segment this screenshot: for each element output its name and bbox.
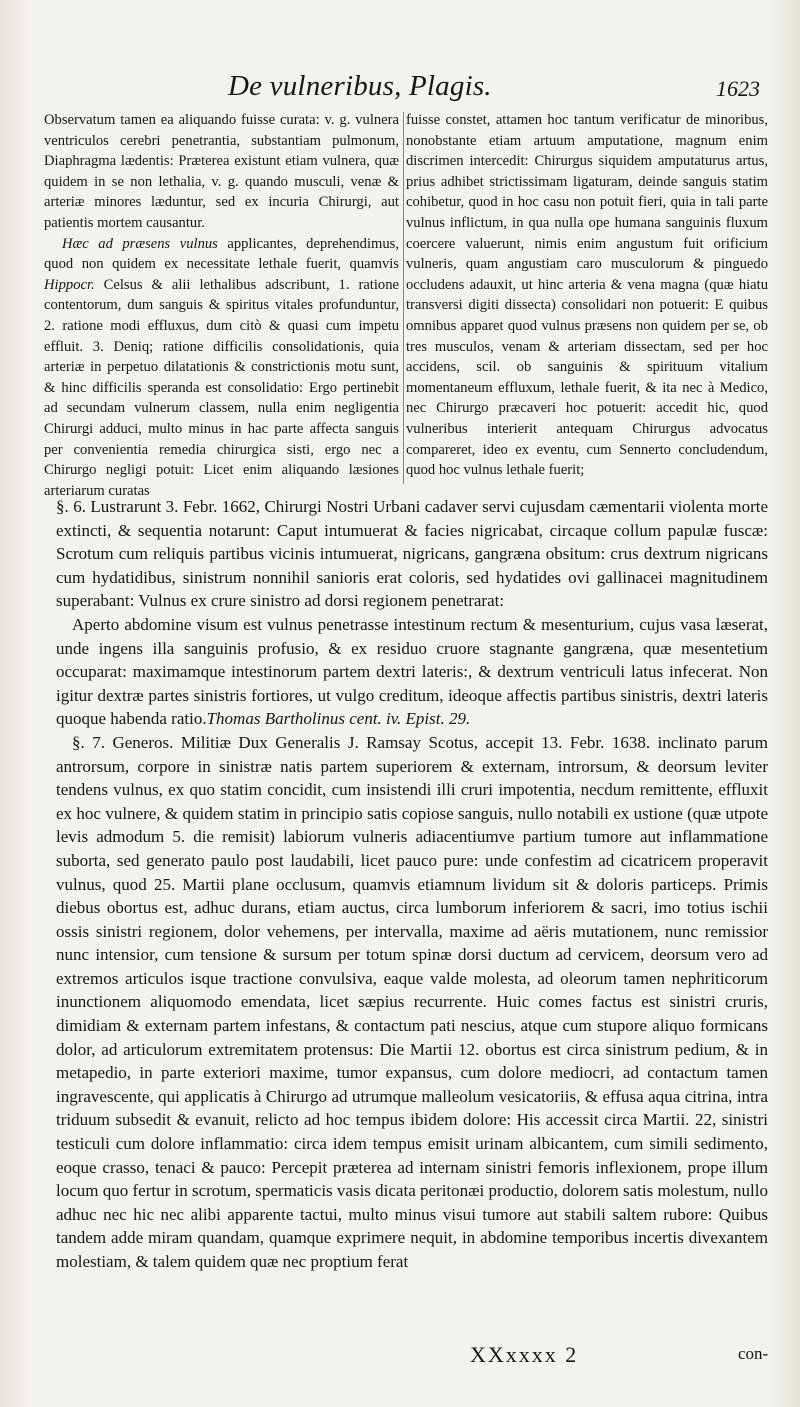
page-header — [0, 70, 800, 110]
section-6: §. 6. Lustrarunt 3. Febr. 1662, Chirurgi Nostri Urbani cadaver servi cujusdam cæmentarii violenta morte extincti, & sequentia notarunt: Caput intumuerat & facies nigricabat, circaque collum papulæ fuscæ: Scrotum cum reliquis partibus vicinis intumuerat, nigricans, gangræna obsitum: crus dextrum nigricans cum hydatidibus, sinistrum nonnihil sanioris erat coloris, sed hydatides ovi gallinacei magnitudinem superabant: Vulnus ex crure sinistro ad dorsi regionem penetrarat: — [56, 497, 768, 611]
paragraph-text: Celsus & alii lethalibus adscribunt, 1. ratione contentorum, dum sanguis & spiritus vitales profunduntur, 2. ratione modi effluxus, dum citò & quasi cum impetu effluit. 3. Deniq; ratione difficilis consolidationis, quia arteriæ in perpetuo dilatationis & constrictionis motu sunt, & hinc difficilis speranda est consolidatio: Ergo pertinebit ad secundam vulnerum classem, nulla enim negligentia Chirurgi adduci, multo minus in hac parte affecta sanguis per convenientia remedia chirurgica sisti, ergo nec a Chirurgo negligi potuit: Licet enim aliquando læsiones arteriarum curatas — [44, 276, 399, 499]
running-title: De vulneribus, Plagis. — [228, 70, 492, 102]
left-paragraph-2 — [44, 234, 399, 502]
lead-phrase: Hæc ad præsens vulnus — [62, 235, 218, 252]
catchword: con- — [738, 1344, 769, 1363]
page-footer — [0, 1342, 800, 1372]
section-6-continuation — [56, 613, 768, 731]
right-column — [406, 110, 768, 481]
column-divider — [403, 112, 404, 484]
paragraph-text: applicantes, deprehendimus, quod non quidem ex necessitate lethale fuerit, quamvis — [44, 235, 399, 273]
citation: Thomas Bartholinus cent. iv. Epist. 29. — [206, 709, 471, 729]
left-paragraph-1: Observatum tamen ea aliquando fuisse curata: v. g. vulnera ventriculos cerebri penetrantia, substantiam pulmonum, Diaphragma lædentis: Præterea existunt etiam vulnera, quæ quidem in se non lethalia, v. g. quando musculi, venæ & arteriæ minores læduntur, sed ex incuria Chirurgi, aut patientis mortem causantur. — [44, 112, 399, 231]
author-name: Hippocr. — [44, 276, 95, 293]
main-body — [56, 495, 768, 1274]
right-paragraph-1: fuisse constet, attamen hoc tantum verificatur de minoribus, nonobstante etiam artuum amputatione, magnum enim discrimen intercedit: Chirurgus siquidem amputaturus artus, prius adhibet strictissimam ligaturam, deinde sanguis statim cohibetur, quod in hoc casu non potuit fieri, quia in tali parte vulnus inflictum, in qua nulla ope humana sanguinis fluxum coercere valuerunt, nimis enim angustum fuit orificium vulneris, quam angustiam caro musculorum & pinguedo occludens adauxit, ut hinc arteria & vena magna (quæ hiatu transversi digiti dissecta) consolidari non potuerit: E quibus omnibus apparet quod vulnus præsens non quidem per se, ob tres musculos, venam & arteriam dissectam, sed per hoc accidens, scil. ob sanguinis & spirituum vitalium momentaneum effluxum, lethale fuerit, & ita nec à Medico, nec Chirurgo præcaveri hoc potuerit: accedit hic, quod vulneribus interierit antequam Chirurgus advocatus compareret, ideo ex eventu, cum Sennerto concludendum, quod hoc vulnus lethale fuerit; — [406, 112, 768, 479]
left-column — [44, 110, 399, 501]
signature-mark: XXxxxx 2 — [470, 1342, 579, 1367]
section-7: §. 7. Generos. Militiæ Dux Generalis J. Ramsay Scotus, accepit 13. Febr. 1638. inclinato parum antrorsum, corpore in sinistræ natis partem superiorem & externam, introrsum, & deorsum leviter tendens vulnus, ex quo statim concidit, cum insistendi illi cruri impotentia, necdum remittente, effluxit ex hoc vulnere, & quidem statim in principio satis copiose sanguis, nullo notabili ex ustione (quæ utpote levis admodum 5. die remisit) labiorum vulneris adiacentiumve partium tumore aut inflammatione suborta, sed generato paulo post laudabili, licet pauco pure: unde confestim ad cicatricem properavit vulnus, quod 25. Martii plane occlusum, quamvis etiamnum lividum sit & doloris particeps. Primis diebus obortus est, adhuc durans, etiam auctus, circa lumborum inferiorem & sacri, imo totius ischii ossis sinistri regionem, dolor vehemens, per intervalla, maxime ad aëris mutationem, nunc remissior nunc intensior, cum tensione & sursum per totum spinæ dorsi ductum ad cervicem, deorsum vero ad extremos articulos isque tractione convulsiva, eaque valde molesta, ad oleorum tamen nephriticorum inunctionem aliquomodo emendata, licet sæpius recurrente. Huic comes factus est sinistri cruris, dimidiam & externam partem infestans, & contactum pati nescius, atque cum stupore aliquo formicans dolor, ad articulorum extremitatem protensus: Die Martii 12. obortus est circa sinistrum pedium, & in metapedio, in parte exteriori maxime, tumor expansus, cum dolore mediocri, ad contactum tamen ingravescente, qui applicatis à Chirurgo ad utrumque malleolum vesicatoriis, & effusa aqua citrina, intra triduum subsedit & evanuit, relicto ad hoc tempus ibidem dolore: His accessit circa Martii. 22, sinistri testiculi cum dolore inflammatio: circa idem tempus emisit urinam albicantem, cum simili sedimento, eoque crasso, tenaci & pauco: Percepit præterea ad internam sinistri femoris inflexionem, prope illum locum quo fertur in scrotum, spermaticis vasis dicata peritonæi productio, dolorem satis molestum, nullo adhuc nec hic nec alibi apparente tactui, multo minus visui tumore aut stabili saltem rubore: Quibus tandem adde miram quandam, quamque exprimere nequit, in abdomine temporibus incertis divexantem molestiam, & talem quidem quæ nec proptium ferat — [56, 732, 768, 1271]
page-number: 1623 — [716, 76, 760, 101]
paragraph-text: Aperto abdomine visum est vulnus penetrasse intestinum rectum & mesenturium, cujus vasa læserat, unde ingens illa sanguinis profusio, & ex residuo cruore stagnante gangræna, quæ mesentetium occuparat: maximamque intestinorum partem dextri lateris:, & dextrum ventriculi latus infecerat. Non igitur dextræ partes sinistris fortiores, ut vulgo creditum, ideoque affectis partibus sinistris, dextri lateris quoque habenda ratio. — [56, 614, 768, 729]
